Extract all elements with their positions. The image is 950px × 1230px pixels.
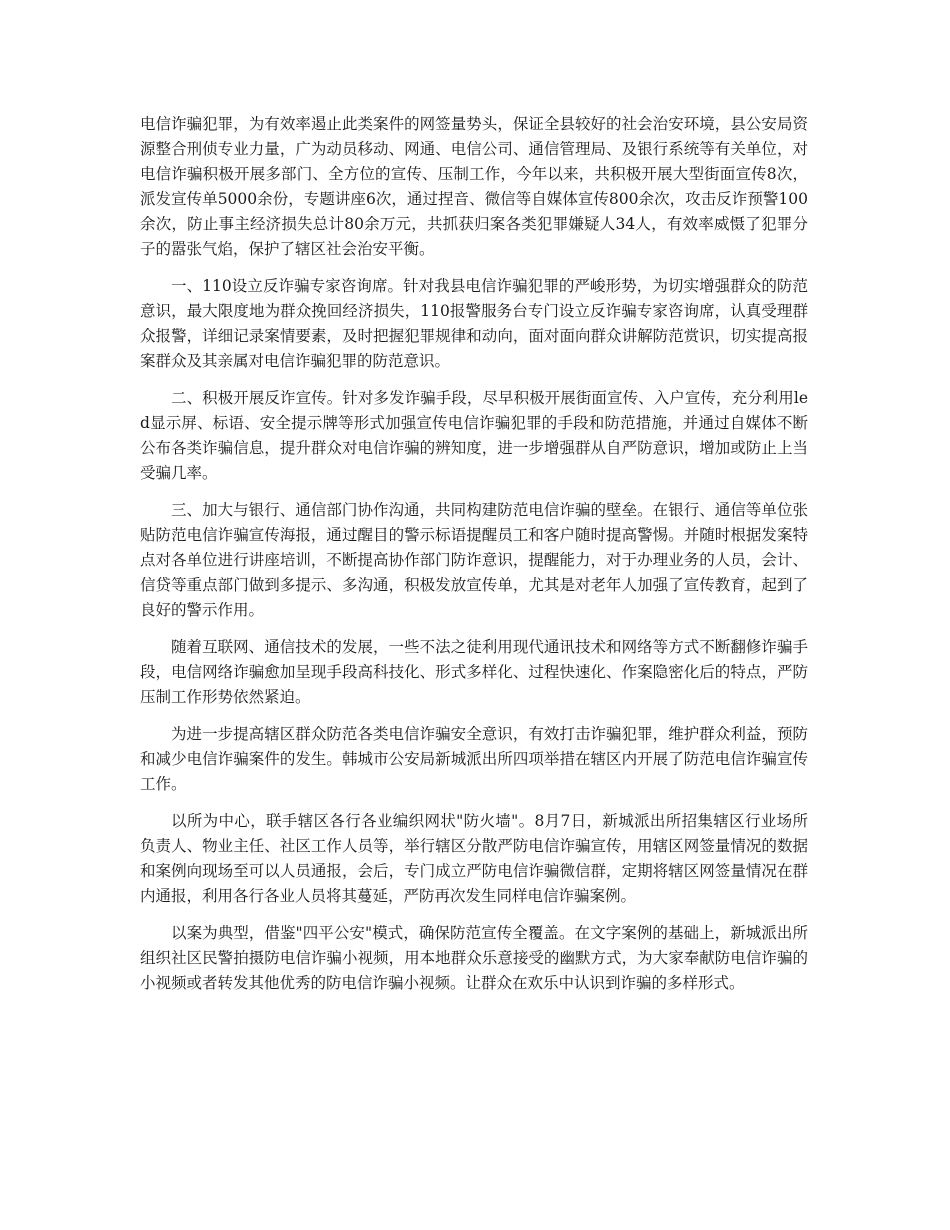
- paragraph-purpose: 为进一步提高辖区群众防范各类电信诈骗安全意识，有效打击诈骗犯罪，维护群众利益，预防和减少电信诈骗案件的发生。韩城市公安局新城派出所四项举措在辖区内开展了防范电信诈骗宣传工作。: [140, 725, 808, 793]
- document-body: [140, 112, 808, 1008]
- paragraph-case-model: 以案为典型，借鉴"四平公安"模式，确保防范宣传全覆盖。在文字案例的基础上，新城派出所组织社区民警拍摄防电信诈骗小视频，用本地群众乐意接受的幽默方式，为大家奉献防电信诈骗的小视频或者转发其他优秀的防电信诈骗小视频。让群众在欢乐中认识到诈骗的多样形式。: [140, 924, 808, 992]
- paragraph-firewall: 以所为中心，联手辖区各行各业编织网状"防火墙"。8月7日，新城派出所招集辖区行业场所负责人、物业主任、社区工作人员等，举行辖区分散严防电信诈骗宣传，用辖区网签量情况的数据和案例向现场至可以人员通报，会后，专门成立严防电信诈骗微信群，定期将辖区网签量情况在群内通报，利用各行各业人员将其蔓延，严防再次发生同样电信诈骗案例。: [140, 812, 808, 905]
- paragraph-intro: 电信诈骗犯罪，为有效率遏止此类案件的网签量势头，保证全县较好的社会治安环境，县公安局资源整合刑侦专业力量，广为动员移动、网通、电信公司、通信管理局、及银行系统等有关单位，对电信诈骗积极开展多部门、全方位的宣传、压制工作，今年以来，共积极开展大型街面宣传8次，派发宣传单5000余份，专题讲座6次，通过捏音、微信等自媒体宣传800余次，攻击反诈预警100余次，防止事主经济损失总计80余万元，共抓获归案各类犯罪嫌疑人34人，有效率威慑了犯罪分子的嚣张气焰，保护了辖区社会治安平衡。: [140, 115, 808, 258]
- paragraph-background: 随着互联网、通信技术的发展，一些不法之徒利用现代通讯技术和网络等方式不断翻修诈骗手段，电信网络诈骗愈加呈现手段高科技化、形式多样化、过程快速化、作案隐密化后的特点，严防压制工作形势依然紧迫。: [140, 638, 808, 706]
- paragraph-item-3-cooperation: 三、加大与银行、通信部门协作沟通，共同构建防范电信诈骗的壁垒。在银行、通信等单位张贴防范电信诈骗宣传海报，通过醒目的警示标语提醒员工和客户随时提高警惕。并随时根据发案特点对各单位进行讲座培训，不断提高协作部门防诈意识，提醒能力，对于办理业务的人员，会计、信贷等重点部门做到多提示、多沟通，积极发放宣传单，尤其是对老年人加强了宣传教育，起到了良好的警示作用。: [140, 501, 808, 619]
- paragraph-item-1-110: 一、110设立反诈骗专家咨询席。针对我县电信诈骗犯罪的严峻形势，为切实增强群众的防范意识，最大限度地为群众挽回经济损失，110报警服务台专门设立反诈骗专家咨询席，认真受理群众报警，详细记录案情要素，及时把握犯罪规律和动向，面对面向群众讲解防范赏识，切实提高报案群众及其亲属对电信诈骗犯罪的防范意识。: [140, 277, 808, 370]
- paragraph-item-2-propaganda: 二、积极开展反诈宣传。针对多发诈骗手段，尽早积极开展街面宣传、入户宣传，充分利用led显示屏、标语、安全提示牌等形式加强宣传电信诈骗犯罪的手段和防范措施，并通过自媒体不断公布各类诈骗信息，提升群众对电信诈骗的辨知度，进一步增强群从自严防意识，增加或防止上当受骗几率。: [140, 389, 808, 482]
